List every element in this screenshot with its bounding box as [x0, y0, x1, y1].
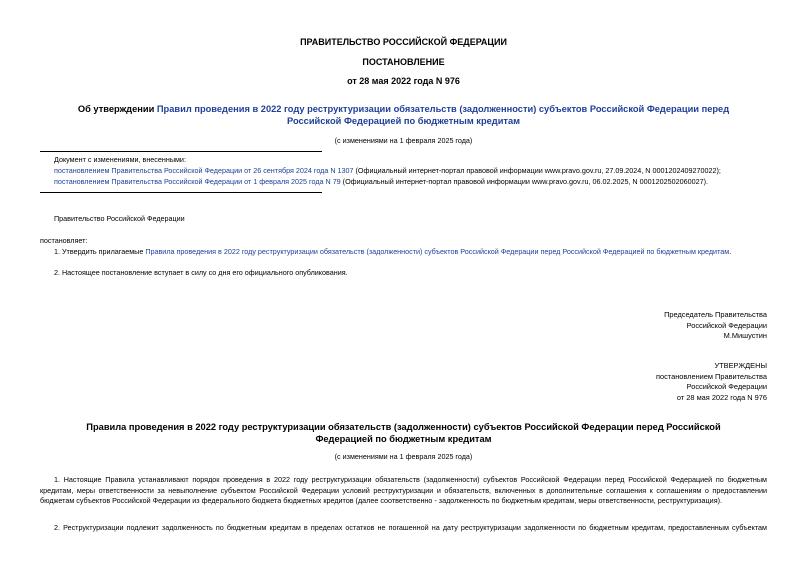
document-type: ПОСТАНОВЛЕНИЕ — [362, 57, 445, 67]
amendments-bottom-divider — [40, 192, 322, 193]
decides-label: постановляет: — [40, 236, 88, 245]
government-label: Правительство Российской Федерации — [54, 214, 185, 223]
amendments-intro: Документ с изменениями, внесенными: — [54, 155, 186, 164]
signature-title: Председатель Правительства — [664, 310, 767, 319]
clause-2: 2. Настоящее постановление вступает в силу со дня его официального опубликования. — [54, 268, 348, 277]
amendment-source: (Официальный интернет-портал правовой информации www.pravo.gov.ru, 06.02.2025, N 0001202502060027). — [340, 177, 708, 186]
approval-heading: УТВЕРЖДЕНЫ — [714, 361, 767, 370]
amendment-link-79[interactable]: постановлением Правительства Российской Федерации от 1 февраля 2025 года N 79 — [54, 177, 341, 186]
clause-1-rules-link[interactable]: Правила проведения в 2022 году реструктуризации обязательств (задолженности) субъектов Российской Федерации перед Российской Федерацией по бюджетным кредитам — [145, 247, 730, 256]
approval-line: Российской Федерации — [686, 382, 767, 391]
rules-paragraph-2: 2. Реструктуризации подлежит задолженность по бюджетным кредитам в пределах остатков не погашенной на дату реструктуризации задолженности по бюджетным кредитам, предоставленным субъектам — [54, 523, 767, 532]
approval-line: постановлением Правительства — [656, 371, 767, 381]
clause-1-suffix: . — [729, 247, 732, 256]
rules-paragraph-1: 1. Настоящие Правила устанавливают порядок проведения в 2022 году реструктуризации обязательств (задолженности) субъектов Российской Федерации перед Российской Федерацией по бюджетным кредитам, меры ответственности за невыполнение субъектом Российской Федерации условий реструктуризации и обязательств, включенных в дополнительные соглашения к соглашениям о предоставлении бюджетам субъектов Российской Федерации из федерального бюджета бюджетных кредитов (далее соответственно - задолженность по бюджетным кредитам, меры ответственности, реструктуризация). — [40, 475, 767, 505]
signature-name: М.Мишустин — [723, 331, 767, 340]
title-rules-link[interactable]: Правил проведения в 2022 году реструктуризации обязательств (задолженности) субъектов Российской Федерации перед Российской Федерацией по бюджетным кредитам — [156, 104, 730, 126]
approval-line: от 28 мая 2022 года N 976 — [676, 392, 767, 402]
government-heading: ПРАВИТЕЛЬСТВО РОССИЙСКОЙ ФЕДЕРАЦИИ — [300, 37, 507, 47]
rules-changes-note: (с изменениями на 1 февраля 2025 года) — [334, 452, 473, 461]
clause-1-prefix: 1. Утвердить прилагаемые — [54, 247, 146, 256]
amendment-item — [54, 177, 774, 188]
amendment-link-1307[interactable]: постановлением Правительства Российской Федерации от 26 сентября 2024 года N 1307 — [54, 166, 354, 175]
signature-org: Российской Федерации — [686, 320, 767, 330]
title-changes-note: (с изменениями на 1 февраля 2025 года) — [334, 136, 473, 145]
signature-block — [547, 310, 767, 342]
title-prefix: Об утверждении — [77, 104, 157, 114]
rules-title: Правила проведения в 2022 году реструктуризации обязательств (задолженности) субъектов Российской Федерации перед Российской Федерацией по бюджетным кредитам — [86, 422, 721, 444]
approval-block — [547, 361, 767, 403]
document-title — [50, 103, 757, 127]
amendments-top-divider — [40, 151, 322, 152]
amendment-source: (Официальный интернет-портал правовой информации www.pravo.gov.ru, 27.09.2024, N 0001202409270022); — [353, 166, 721, 175]
clause-1 — [54, 247, 774, 258]
document-date-number: от 28 мая 2022 года N 976 — [347, 76, 460, 86]
amendment-item — [54, 166, 774, 177]
